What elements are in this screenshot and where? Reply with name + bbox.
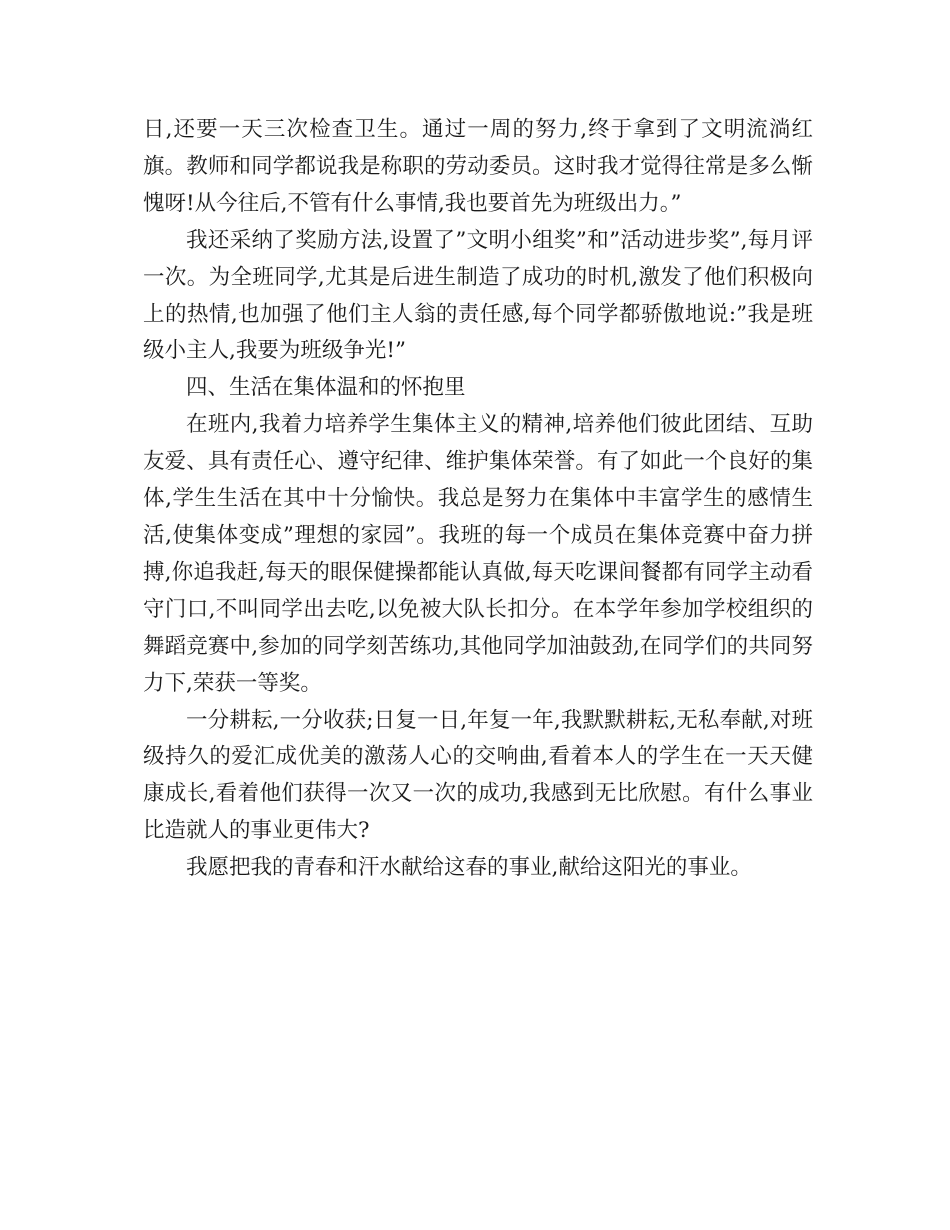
document-body — [143, 112, 813, 887]
paragraph-reward-method: 我还采纳了奖励方法,设置了”文明小组奖”和”活动进步奖”,每月评一次。为全班同学,尤其是后进生制造了成功的时机,激发了他们积极向上的热情,也加强了他们主人翁的责任感,每个同学都骄傲地说:”我是班级小主人,我要为班级争光!” — [143, 227, 813, 364]
paragraph-continuation: 日,还要一天三次检查卫生。通过一周的努力,终于拿到了文明流淌红旗。教师和同学都说我是称职的劳动委员。这时我才觉得往常是多么惭愧呀!从今往后,不管有什么事情,我也要首先为班级出力。” — [143, 117, 813, 216]
paragraph-collective: 在班内,我着力培养学生集体主义的精神,培养他们彼此团结、互助友爱、具有责任心、遵守纪律、维护集体荣誉。有了如此一个良好的集体,学生生活在其中十分愉快。我总是努力在集体中丰富学生的感情生活,使集体变成”理想的家园”。我班的每一个成员在集体竞赛中奋力拼搏,你追我赶,每天的眼保健操都能认真做,每天吃课间餐都有同学主动看守门口,不叫同学出去吃,以免被大队长扣分。在本学年参加学校组织的舞蹈竞赛中,参加的同学刻苦练功,其他同学加油鼓劲,在同学们的共同努力下,荣获一等奖。 — [143, 412, 813, 696]
paragraph-closing: 我愿把我的青春和汗水献给这春的事业,献给这阳光的事业。 — [186, 855, 752, 881]
paragraph-harvest: 一分耕耘,一分收获;日复一日,年复一年,我默默耕耘,无私奉献,对班级持久的爱汇成优美的激荡人心的交响曲,看着本人的学生在一天天健康成长,看着他们获得一次又一次的成功,我感到无比欣慰。有什么事业比造就人的事业更伟大? — [143, 707, 813, 844]
section-heading: 四、生活在集体温和的怀抱里 — [186, 375, 466, 401]
